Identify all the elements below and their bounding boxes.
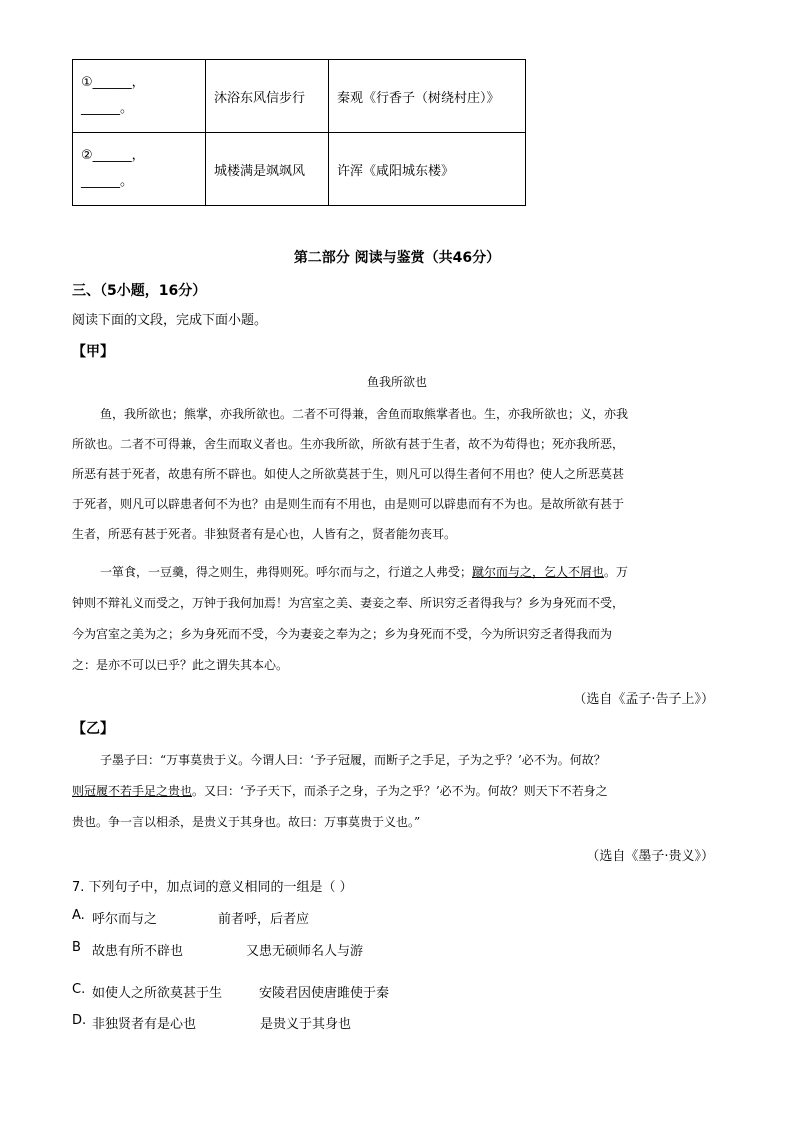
blank-line: ______。 (81, 101, 134, 116)
question-stem: 7. 下列句子中，加点词的意义相同的一组是（ ） (72, 880, 353, 895)
option-right-sentence: 又患无硕师名人与游 (246, 944, 364, 959)
source-cell: 许浑《咸阳城东楼》 (329, 133, 526, 206)
section-title: 第二部分 阅读与鉴赏（共46分） (293, 250, 501, 266)
blank-line: ②______， (81, 148, 145, 163)
option-left-sentence: 如使人之所欲莫甚于生 (92, 986, 223, 1001)
passage-yi-label: 【乙】 (72, 721, 114, 737)
option-right-sentence: 是贵义于其身也 (260, 1017, 352, 1032)
text-run: 。万 (604, 565, 629, 579)
text-run: 。又曰：‘予子天下，而杀子之身，子为之乎？’必不为。何故？则天下不若身之 (192, 784, 608, 798)
option-left-sentence: 呼尔而与之 (92, 912, 158, 927)
passage-source: （选自《孟子·告子上》） (573, 692, 714, 707)
passage-line: 之：是亦不可以已乎？此之谓失其本心。 (72, 658, 289, 672)
text-run: 一箪食，一豆羹，得之则生，弗得则死。呼尔而与之，行道之人弗受； (100, 565, 473, 579)
passage-line: 生者，所恶有甚于死者。非独贤者有是心也，人皆有之，贤者能勿丧耳。 (72, 527, 457, 541)
passage-line: 今为宫室之美为之；乡为身死而不受，今为妻妾之奉为之；乡为身死而不受，今为所识穷乏者得我而为 (72, 627, 613, 641)
passage-line: 所欲也。二者不可得兼，舍生而取义者也。生亦我所欲，所欲有甚于生者，故不为苟得也；死亦我所恶， (72, 437, 625, 451)
option-letter: B (72, 940, 81, 955)
blank-cell (73, 133, 206, 206)
underlined-sentence: 则冠履不若手足之贵也 (72, 784, 193, 798)
passage-line (72, 782, 608, 799)
passage-line (100, 563, 628, 580)
option-letter: D. (72, 1013, 87, 1028)
blank-line: ①______， (81, 75, 145, 90)
blank-line: ______。 (81, 174, 134, 189)
option-letter: C. (72, 982, 86, 997)
passage-jia-label: 【甲】 (72, 344, 114, 360)
clue-cell: 沐浴东风信步行 (206, 60, 329, 133)
passage-line: 钟则不辩礼义而受之，万钟于我何加焉！为宫室之美、妻妾之奉、所识穷乏者得我与？乡为身死而不受， (72, 596, 625, 610)
fill-in-table (72, 59, 526, 206)
table-row (73, 60, 526, 133)
option-left-sentence: 故患有所不辟也 (92, 944, 184, 959)
passage-source: （选自《墨子·贵义》） (586, 849, 714, 864)
passage-line: 所恶有甚于死者，故患有所不辟也。如使人之所欲莫甚于生，则凡可以得生者何不用也？使人之所恶莫甚 (72, 467, 625, 481)
option-letter: A. (72, 908, 85, 923)
option-left-sentence: 非独贤者有是心也 (92, 1017, 197, 1032)
underlined-sentence: 蹴尔而与之，乞人不屑也 (472, 565, 605, 579)
passage-title: 鱼我所欲也 (366, 375, 427, 389)
clue-cell: 城楼满是飒飒风 (206, 133, 329, 206)
source-cell: 秦观《行香子（树绕村庄）》 (329, 60, 526, 133)
instruction: 阅读下面的文段，完成下面小题。 (72, 313, 268, 328)
table-row (73, 133, 526, 206)
passage-line: 鱼，我所欲也；熊掌，亦我所欲也。二者不可得兼，舍鱼而取熊掌者也。生，亦我所欲也；义，亦我 (100, 407, 629, 421)
option-right-sentence: 安陵君因使唐雎使于秦 (259, 986, 390, 1001)
blank-cell (73, 60, 206, 133)
passage-line: 贵也。争一言以相杀，是贵义于其身也。故曰：万事莫贵于义也。” (72, 815, 421, 829)
question-heading: 三、（5小题，16分） (72, 283, 207, 299)
passage-line: 于死者，则凡可以辟患者何不为也？由是则生而有不用也，由是则可以辟患而有不为也。是故所欲有甚于 (72, 497, 625, 511)
passage-line: 子墨子曰：“万事莫贵于义。今谓人曰：‘予子冠履，而断子之手足，子为之乎？’必不为。何故？ (100, 753, 606, 767)
option-right-sentence: 前者呼，后者应 (218, 912, 310, 927)
